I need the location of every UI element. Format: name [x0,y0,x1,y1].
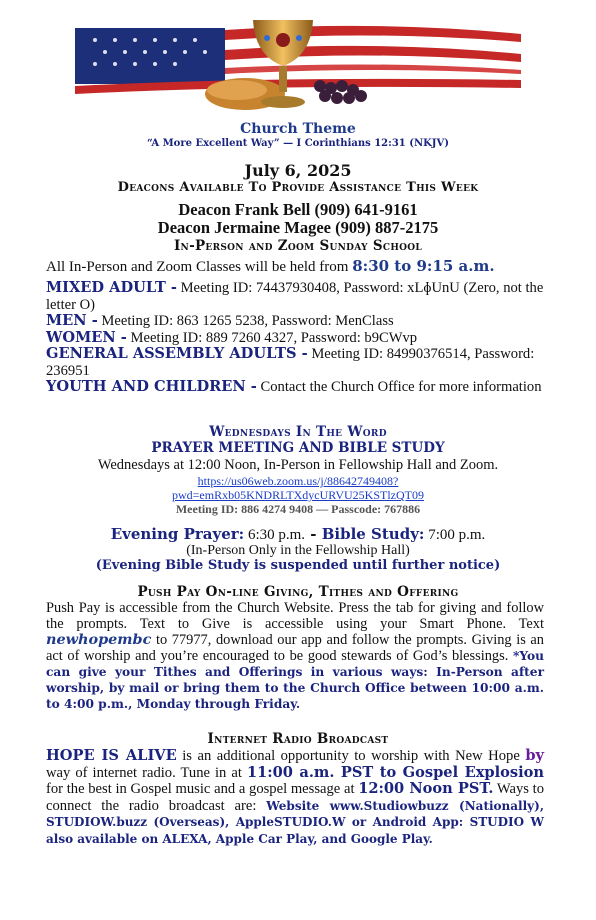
evening-prayer-label: Evening Prayer: [110,525,245,543]
class-text: Meeting ID: 84990376514, Password: 236951 [46,346,535,379]
class-list [46,280,544,396]
pushpay-keyword: newhopembc [46,631,152,648]
radio-time-1: 11:00 a.m. PST to Gospel Explosion [246,763,544,781]
class-general-assembly [46,346,544,379]
service-date: July 6, 2025 [244,161,352,180]
evening-times [0,525,596,544]
radio-heading: Internet Radio Broadcast [207,731,389,747]
deacons-heading: Deacons Available To Provide Assistance This Week [117,180,479,195]
separator: - [305,525,322,543]
zoom-link-cont[interactable]: pwd=emRxb05KNDRLTXdycURVU25KSTlzQT09 [171,488,425,502]
deacon-2: Deacon Jermaine Magee (909) 887-2175 [157,218,439,237]
class-label: MIXED ADULT - [46,279,177,296]
radio-time-2: 12:00 Noon PST. [358,780,494,798]
class-mixed-adult [46,280,544,313]
pushpay-text-2: to 77977, download our app and follow the prompts. Giving is an act of worship and you’re encouraged to be good stewards of God’s blessings. [46,632,544,664]
radio-body [46,748,544,848]
radio-text-3: for the best in Gospel music and a gospel message at [46,781,359,798]
pushpay-bold: *You can give your Tithes and Offerings in various ways: In-Person after worship, by mail or bring them to the Church Office between 10:00 a.m. to 4:00 p.m., Monday through Friday. [46,649,544,711]
radio-by: by [525,747,544,764]
deacon-1: Deacon Frank Bell (909) 641-9161 [178,200,418,219]
class-youth [46,379,544,396]
evening-location: (In-Person Only in the Fellowship Hall) [186,543,410,558]
radio-text-1: is an additional opportunity to worship with New Hope [176,748,526,764]
sunday-school-heading: In-Person and Zoom Sunday School [173,238,423,254]
radio-bold: Website www.Studiowbuzz (Nationally), STUDIOW.buzz (Overseas), AppleSTUDIO.W or Android App: STUDIO W also available on ALEXA, Apple Car Play, and Google Play. [46,798,544,846]
pushpay-text-1: Push Pay is accessible from the Church Website. Press the tab for giving and follow the prompts. Text to Give is accessible using your Smart Phone. Text [46,600,544,632]
radio-hope: HOPE IS ALIVE [46,747,177,764]
class-text: Meeting ID: 863 1265 5238, Password: MenClass [97,313,394,329]
bible-study-label: Bible Study: [321,525,425,543]
class-label: YOUTH AND CHILDREN - [46,378,257,395]
evening-notice: (Evening Bible Study is suspended until further notice) [95,558,501,573]
theme-title: Church Theme [240,121,356,137]
evening-prayer-time: 6:30 p.m. [244,527,306,543]
class-label: GENERAL ASSEMBLY ADULTS - [46,345,308,362]
radio-text-4: Ways to connect the radio broadcast are: [46,781,545,814]
sunday-school-intro [46,258,544,275]
pushpay-body [46,600,544,712]
theme-verse: “A More Excellent Way” — I Corinthians 12:31 (NKJV) [146,138,450,149]
class-women [46,330,544,347]
class-label: WOMEN - [46,328,127,346]
zoom-link[interactable]: https://us06web.zoom.us/j/88642749408? [197,474,399,488]
wednesdays-subheading: PRAYER MEETING AND BIBLE STUDY [151,440,445,456]
radio-text-2: way of internet radio. Tune in at [46,764,247,781]
class-text: Meeting ID: 74437930408, Password: xLɸUnU (Zero, not the letter O) [46,280,544,313]
class-men [46,313,544,330]
header-banner-image [75,16,521,112]
pushpay-heading: Push Pay On-line Giving, Tithes and Offering [137,584,459,600]
zoom-link-line-2[interactable] [0,488,596,503]
bible-study-time: 7:00 p.m. [424,527,486,543]
sunday-school-time: 8:30 to 9:15 a.m. [352,257,495,275]
zoom-meeting-id: Meeting ID: 886 4274 9408 — Passcode: 767886 [175,502,421,516]
class-text: Contact the Church Office for more information [256,379,542,395]
zoom-link-line-1[interactable] [0,474,596,489]
wednesdays-details: Wednesdays at 12:00 Noon, In-Person in Fellowship Hall and Zoom. [97,457,499,473]
wednesdays-heading: Wednesdays In The Word [209,424,387,440]
sunday-school-intro-text: All In-Person and Zoom Classes will be held from [46,259,353,275]
class-text: Meeting ID: 889 7260 4327, Password: b9CWvp [126,329,418,346]
class-label: MEN - [46,312,98,329]
